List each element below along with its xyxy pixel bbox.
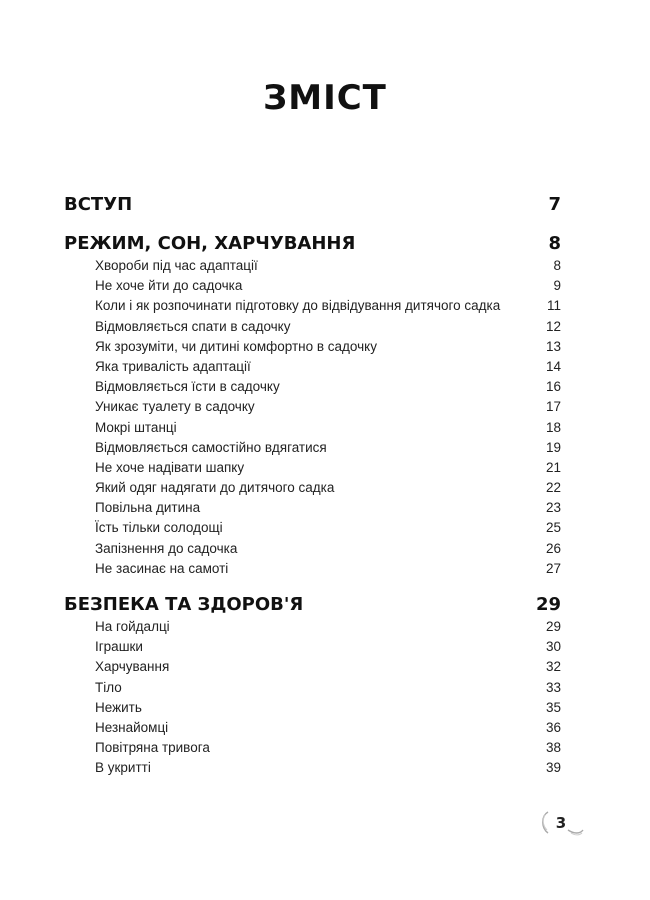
toc-entry[interactable] (95, 637, 561, 657)
toc-section-1 (64, 232, 561, 579)
toc-entry-label: Як зрозуміти, чи дитині комфортно в садочку (95, 338, 377, 354)
toc-section-heading[interactable] (64, 232, 561, 256)
toc-entry-page: 8 (553, 258, 561, 273)
toc-section-page: 7 (548, 194, 561, 215)
toc-entry-page: 21 (545, 459, 561, 475)
toc-entry-label: Тіло (95, 679, 122, 695)
toc-entry[interactable] (95, 678, 561, 698)
toc-entry-page: 36 (545, 719, 561, 735)
toc-entry-label: Уникає туалету в садочку (95, 399, 255, 415)
toc-entry[interactable] (95, 718, 561, 738)
toc-entry-page: 12 (545, 318, 561, 334)
toc-section-page: 29 (535, 594, 561, 615)
toc-entry-page: 23 (545, 500, 561, 516)
toc-entries (95, 256, 561, 579)
toc-entry-page: 29 (545, 619, 561, 634)
toc-entry-label: Коли і як розпочинати підготовку до відвідування дитячого садка (95, 298, 501, 314)
toc-entry-page: 14 (545, 358, 561, 374)
toc-entry-label: Повільна дитина (95, 500, 201, 516)
toc-entry-label: Харчування (95, 659, 170, 675)
page-number: 3 (555, 814, 567, 832)
toc-entry-label: Запізнення до садочка (95, 540, 238, 556)
toc-entry[interactable] (95, 377, 561, 397)
toc-entry-label: Незнайомці (95, 719, 169, 735)
toc-entry[interactable] (95, 559, 561, 579)
toc-entry[interactable] (95, 698, 561, 718)
toc-entry[interactable] (95, 418, 561, 438)
toc-section-label: РЕЖИМ, СОН, ХАРЧУВАННЯ (64, 233, 356, 254)
toc-entry[interactable] (95, 276, 561, 296)
toc-entry-label: В укритті (95, 760, 151, 776)
toc-entry-label: Їсть тільки солодощі (95, 520, 223, 536)
toc-entry-label: Не хоче надівати шапку (95, 459, 245, 475)
page-title: ЗМІСТ (263, 78, 387, 118)
toc-entry-label: Нежить (95, 699, 142, 715)
toc-entry-page: 39 (545, 760, 561, 776)
toc-entry-page: 38 (545, 740, 561, 756)
toc-entry-label: Який одяг надягати до дитячого садка (95, 480, 335, 496)
toc-entry-label: Відмовляється їсти в садочку (95, 379, 280, 395)
toc-section-heading[interactable] (64, 193, 561, 217)
toc-entries (95, 617, 561, 779)
toc-entry-page: 11 (546, 298, 561, 314)
toc-entry[interactable] (95, 518, 561, 538)
toc-entry-label: Не засинає на самоті (95, 560, 229, 576)
toc-entry-page: 17 (545, 399, 561, 415)
toc-entry-page: 16 (545, 379, 561, 395)
toc-entry-page: 32 (545, 659, 561, 675)
toc-entry[interactable] (95, 478, 561, 498)
toc-entry-label: Іграшки (95, 639, 143, 655)
toc-entry[interactable] (95, 539, 561, 559)
toc-entry[interactable] (95, 458, 561, 478)
toc-intro (64, 193, 561, 217)
toc-entry-label: Не хоче йти до садочка (95, 278, 243, 294)
toc-entry-label: Повітряна тривога (95, 740, 210, 756)
toc-entry[interactable] (95, 438, 561, 458)
toc-section-heading[interactable] (64, 593, 561, 617)
toc-entry[interactable] (95, 296, 561, 316)
toc-entry-page: 22 (545, 480, 561, 496)
toc-entry[interactable] (95, 758, 561, 778)
toc-entry-page: 35 (545, 699, 561, 715)
toc-entry-page: 26 (545, 540, 561, 556)
page-number-badge (538, 806, 584, 840)
toc-entry-page: 18 (545, 419, 561, 435)
toc-entry-page: 33 (545, 679, 561, 695)
toc-entry[interactable] (95, 337, 561, 357)
toc-section-2 (64, 593, 561, 779)
toc-entry-label: Відмовляється самостійно вдягатися (95, 439, 327, 455)
toc-entry[interactable] (95, 657, 561, 677)
toc-entry-page: 19 (545, 439, 561, 455)
toc-entry[interactable] (95, 256, 561, 276)
toc-entry-page: 27 (545, 560, 561, 576)
toc-entry[interactable] (95, 617, 561, 637)
toc-entry-label: Відмовляється спати в садочку (95, 318, 291, 334)
toc-entry-page: 13 (545, 338, 561, 354)
toc-entry-label: На гойдалці (95, 619, 170, 634)
toc-entry-page: 9 (553, 278, 561, 294)
toc-entry[interactable] (95, 317, 561, 337)
toc-entry[interactable] (95, 738, 561, 758)
toc-entry[interactable] (95, 357, 561, 377)
toc-entry-label: Яка тривалість адаптації (95, 358, 251, 374)
toc-entry[interactable] (95, 397, 561, 417)
toc-section-label: ВСТУП (64, 194, 133, 215)
toc-entry[interactable] (95, 498, 561, 518)
toc-section-label: БЕЗПЕКА ТА ЗДОРОВ'Я (64, 594, 304, 615)
toc-entry-page: 30 (545, 639, 561, 655)
toc-section-page: 8 (548, 233, 561, 254)
toc-entry-page: 25 (545, 520, 561, 536)
toc-entry-label: Хвороби під час адаптації (95, 258, 258, 273)
toc-entry-label: Мокрі штанці (95, 419, 177, 435)
swirl-icon (538, 806, 584, 840)
